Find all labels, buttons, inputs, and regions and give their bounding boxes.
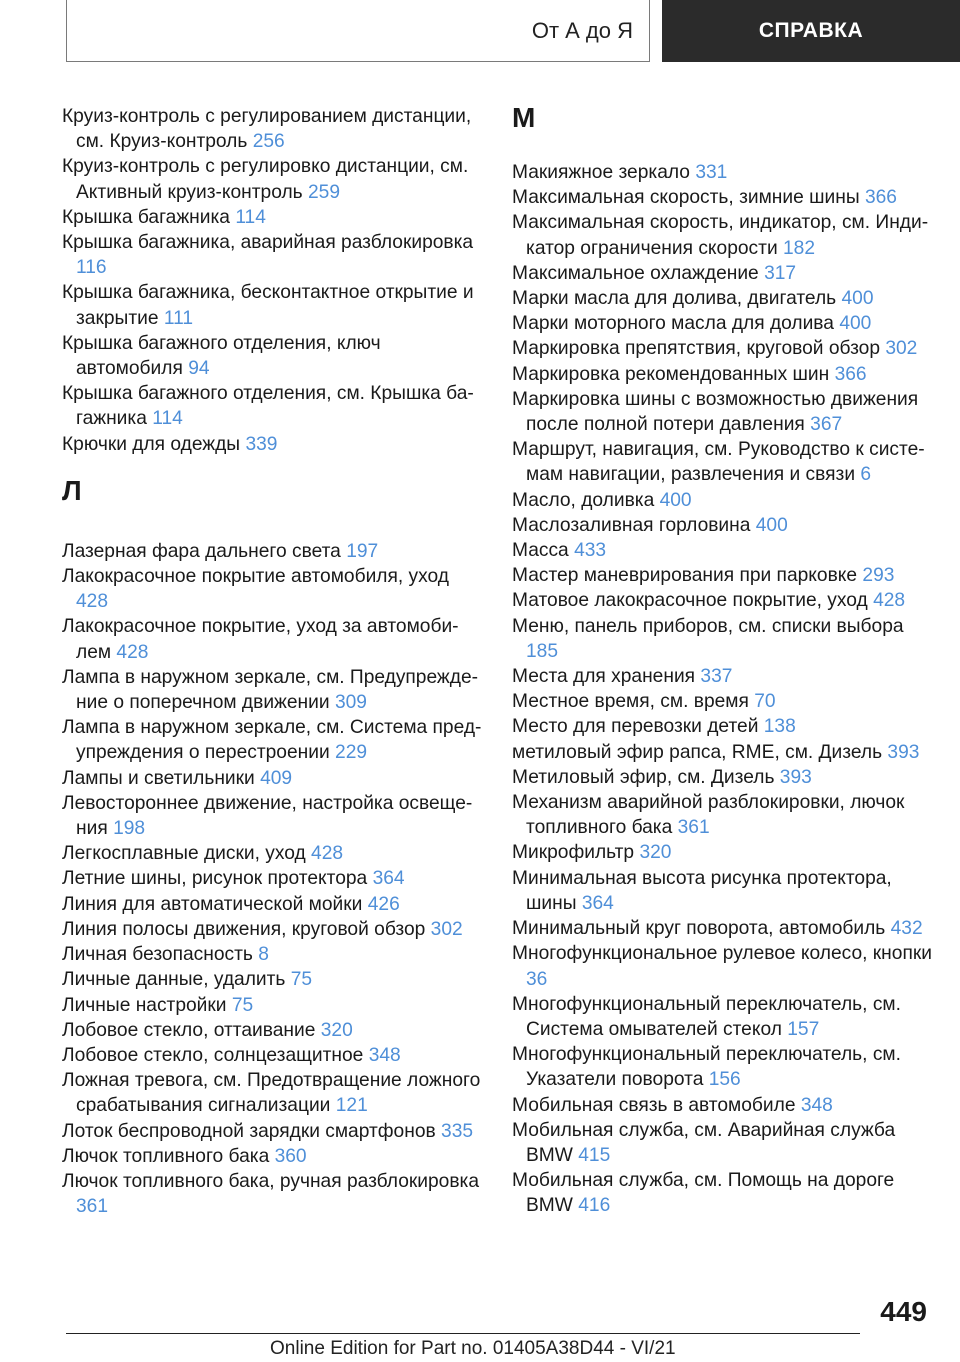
page-reference-link[interactable]: 400 [839,313,872,335]
index-entry [62,917,482,942]
page-reference-link[interactable]: 428 [873,590,906,612]
footer-divider [66,1333,860,1334]
index-entry [512,185,932,210]
index-entry [512,740,932,765]
index-entry-text: Личная безопасность [62,944,253,966]
index-entry [512,689,932,714]
page-reference-link[interactable]: 393 [887,741,920,763]
index-entry [512,336,932,361]
index-entry [62,715,482,765]
index-entry-text: Легкосплавные диски, уход [62,843,306,865]
index-entry [62,942,482,967]
index-entry [512,588,932,613]
index-entry [62,766,482,791]
index-entry [512,664,932,689]
section-tab [66,0,650,62]
index-entry-text: Линия полосы движения, круговой обзор [62,918,426,940]
page-reference-link[interactable]: 114 [235,206,266,228]
index-entry-text: метиловый эфир рапса, RME, см. Дизель [512,741,883,763]
index-entry [512,614,932,664]
page-reference-link[interactable]: 415 [578,1144,611,1166]
index-entry [62,665,482,715]
page-reference-link[interactable]: 8 [258,944,269,966]
page-reference-link[interactable]: 259 [308,181,341,203]
index-entry [512,1093,932,1118]
page-reference-link[interactable]: 309 [334,692,367,714]
page-reference-link[interactable]: 361 [76,1196,109,1218]
index-entry-text: Маркировка препятствия, круговой обзор [512,338,880,360]
index-entry-text: Метиловый эфир, см. Дизель [512,766,775,788]
index-entry [512,1042,932,1092]
index-entry-text: Лобовое стекло, оттаивание [62,1019,316,1041]
index-entry [62,104,482,154]
index-entry [62,539,482,564]
index-entry [512,538,932,563]
index-entry [62,331,482,381]
index-entry-text: Маршрут, навигация, см. Руководство к системам навигации, развлечения и связи [512,439,925,486]
page-reference-link[interactable]: 416 [578,1195,611,1217]
page-reference-link[interactable]: 428 [311,843,344,865]
index-entry [512,362,932,387]
index-entry-text: Лакокрасочное покрытие автомобиля, уход [62,566,449,588]
index-entry [512,714,932,739]
index-entry-text: Крышка багажного отделения, см. Крышка багажника [62,383,474,430]
index-entry [62,791,482,841]
index-entry-text: Многофункциональный переключатель, см. Указатели поворота [512,1044,901,1091]
chapter-label: СПРАВКА [758,19,864,42]
index-entry-text: Механизм аварийной разблокировки, лючок топливного бака [512,792,905,839]
index-entry [62,993,482,1018]
index-entry [512,286,932,311]
page-reference-link[interactable]: 36 [526,968,548,990]
page-reference-link[interactable]: 111 [163,307,194,329]
index-entry [512,160,932,185]
index-entry-text: Местное время, см. время [512,691,749,713]
index-entry [62,1068,482,1118]
page-reference-link[interactable]: 366 [834,363,867,385]
page-reference-link[interactable]: 393 [779,766,812,788]
index-entry-text: Лампы и светильники [62,767,255,789]
index-entry [512,437,932,487]
page-reference-link[interactable]: 400 [659,489,692,511]
index-entry-text: Лючок топливного бака [62,1145,270,1167]
page-reference-link[interactable]: 331 [695,162,728,183]
index-entry-text: Маркировка рекомендованных шин [512,363,830,385]
index-group-m [512,160,932,1219]
index-entry-text: Личные данные, удалить [62,969,286,991]
index-entry [512,840,932,865]
index-entry-text: Маркировка шины с возможностью движения после полной потери давления [512,388,919,436]
index-entry [512,941,932,991]
page-reference-link[interactable]: 409 [260,767,293,789]
index-entry-text: Марки моторного масла для долива [512,313,834,335]
index-entry-text: Линия для автоматической мойки [62,893,363,915]
index-entry [62,1119,482,1144]
index-entry [62,841,482,866]
page-reference-link[interactable]: 360 [274,1145,307,1167]
page-reference-link[interactable]: 156 [708,1069,741,1091]
index-entry-text: Максимальное охлаждение [512,262,759,284]
page-reference-link[interactable]: 256 [252,131,285,153]
page-reference-link[interactable]: 293 [862,565,895,587]
index-entry [512,1118,932,1168]
page-number: 449 [880,1296,927,1327]
index-entry [512,210,932,260]
page-reference-link[interactable]: 121 [335,1095,368,1117]
index-entry [62,866,482,891]
index-entry [62,1043,482,1068]
index-entry-text: Масло, доливка [512,489,655,511]
page-reference-link[interactable]: 361 [677,817,710,839]
page-reference-link[interactable]: 114 [152,408,183,430]
index-entry [512,1168,932,1218]
index-entry [512,866,932,916]
page-reference-link[interactable]: 229 [335,742,368,764]
page-reference-link[interactable]: 157 [787,1018,820,1040]
page-reference-link[interactable]: 428 [76,591,109,613]
index-entry-text: Мобильная служба, см. Помощь на дороге BMW [512,1170,895,1217]
index-entry-text: Мобильная связь в автомобиле [512,1094,796,1116]
index-entry [512,513,932,538]
index-entry-text: Личные настройки [62,994,227,1016]
index-entry-text: Масса [512,540,569,562]
page-reference-link[interactable]: 185 [526,640,559,662]
index-entry-text: Меню, панель приборов, см. списки выбора [512,615,904,637]
index-entry-text: Матовое лакокрасочное покрытие, уход [512,590,868,612]
index-entry-text: Крышка багажника [62,206,230,228]
index-entry [62,967,482,992]
page-reference-link[interactable]: 75 [290,969,313,991]
page-reference-link[interactable]: 116 [76,257,107,279]
index-entry-text: Максимальная скорость, индикатор, см. Индикатор ограничения скорости [512,212,929,259]
index-entry [62,1018,482,1043]
page-reference-link[interactable]: 198 [113,818,146,840]
index-entry [62,205,482,230]
index-entry [62,614,482,664]
page-reference-link[interactable]: 94 [188,358,210,380]
index-entry-text: Многофункциональный переключатель, см. Система омывателей стекол [512,993,901,1040]
index-entry [512,387,932,437]
index-entry-text: Макияжное зеркало [512,162,690,183]
index-entry-text: Лоток беспроводной зарядки смартфонов [62,1120,436,1142]
index-entry-text: Круиз-контроль с регулированием дистанции, см. Круиз-контроль [62,106,472,153]
index-entry-text: Крышка багажника, бесконтактное открытие и закрытие [62,282,474,329]
index-entry [62,280,482,330]
chapter-tab [662,0,960,62]
page-reference-link[interactable]: 366 [864,187,897,209]
index-entry [62,432,482,457]
index-entry-text: Максимальная скорость, зимние шины [512,187,860,209]
page-reference-link[interactable]: 320 [320,1019,353,1041]
index-letter-heading: М [512,102,536,133]
page-reference-link[interactable]: 433 [574,540,607,562]
index-entry-text: Маслозаливная горловина [512,514,751,536]
page-reference-link[interactable]: 426 [367,893,400,915]
page-reference-link[interactable]: 317 [764,262,797,284]
index-entry [512,916,932,941]
index-entry-text: Лакокрасочное покрытие, уход за автомобилем [62,616,459,663]
index-entry [62,154,482,204]
index-entry [62,381,482,431]
index-letter-heading: Л [62,474,82,506]
section-label: От А до Я [531,17,633,43]
page-reference-link[interactable]: 70 [754,691,776,713]
page-reference-link[interactable]: 6 [860,464,872,486]
page-reference-link[interactable]: 182 [783,237,816,259]
index-entry-text: Крышка багажника, аварийная разблокировка [62,232,474,254]
index-entry [512,261,932,286]
index-entry-text: Лазерная фара дальнего света [62,540,341,562]
index-group-k [62,104,482,457]
page-reference-link[interactable]: 339 [245,433,278,455]
index-entry-text: Лючок топливного бака, ручная разблокировка [62,1170,479,1192]
page-reference-link[interactable]: 348 [368,1044,401,1066]
index-entry-text: Мобильная служба, см. Аварийная служба BMW [512,1119,896,1166]
page-reference-link[interactable]: 364 [372,868,405,890]
index-entry [512,563,932,588]
page-reference-link[interactable]: 320 [639,842,672,864]
index-entry [512,765,932,790]
index-column-right [512,104,932,1219]
page-reference-link[interactable]: 302 [885,338,918,360]
index-entry-text: Минимальная высота рисунка протектора, шины [512,867,892,914]
index-entry-text: Лобовое стекло, солнцезащитное [62,1044,364,1066]
index-entry-text: Летние шины, рисунок протектора [62,868,368,890]
index-entry-text: Круиз-контроль с регулировко дистанции, см. Активный круиз-контроль [62,156,469,203]
index-entry-text: Ложная тревога, см. Предотвращение ложного срабатывания сигнализации [62,1070,481,1117]
page-reference-link[interactable]: 428 [116,641,149,663]
index-entry-text: Крышка багажного отделения, ключ автомобиля [62,332,381,380]
page-reference-link[interactable]: 75 [231,994,254,1016]
index-entry-text: Крючки для одежды [62,433,241,455]
index-group-l [62,539,482,1219]
index-entry-text: Мастер маневрирования при парковке [512,565,858,587]
page-reference-link[interactable]: 432 [890,918,923,940]
page-reference-link[interactable]: 364 [581,892,614,914]
index-entry [62,230,482,280]
index-entry-text: Лампа в наружном зеркале, см. Предупреждение о поперечном движении [62,666,479,714]
index-entry [62,1169,482,1219]
page-reference-link[interactable]: 348 [800,1094,833,1116]
page-reference-link[interactable]: 400 [841,288,874,310]
page-reference-link[interactable]: 335 [441,1120,474,1142]
index-column-left [62,104,482,1219]
index-entry-text: Многофункциональное рулевое колесо, кнопки [512,943,932,965]
index-entry-text: Место для перевозки детей [512,716,759,738]
index-entry-text: Микрофильтр [512,842,635,864]
index-entry-text: Лампа в наружном зеркале, см. Система предупреждения о перестроении [62,717,482,764]
index-entry-text: Места для хранения [512,666,696,688]
index-entry [62,892,482,917]
index-entry-text: Минимальный круг поворота, автомобиль [512,918,886,940]
index-entry [62,564,482,614]
index-entry [512,992,932,1042]
page-reference-link[interactable]: 138 [763,716,796,738]
page-reference-link[interactable]: 302 [430,918,463,940]
index-entry [512,790,932,840]
page-reference-link[interactable]: 367 [810,414,843,436]
index-entry [512,488,932,513]
page-reference-link[interactable]: 197 [346,540,379,562]
index-entry [62,1144,482,1169]
page-reference-link[interactable]: 400 [755,514,788,536]
page-header [66,0,960,64]
page-reference-link[interactable]: 337 [700,666,733,688]
index-entry [512,311,932,336]
edition-footer: Online Edition for Part no. 01405A38D44 - VI/21 [270,1338,676,1359]
index-entry-text: Марки масла для долива, двигатель [512,288,837,310]
index-entry-text: Левостороннее движение, настройка освещения [62,792,473,840]
